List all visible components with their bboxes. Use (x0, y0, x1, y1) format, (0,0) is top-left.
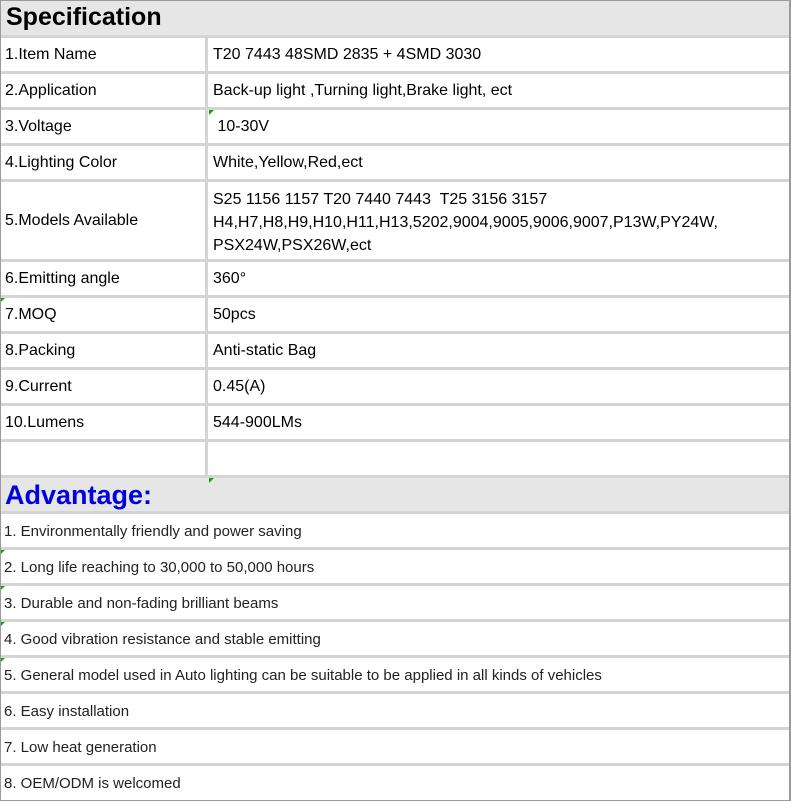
spec-row-emitting-angle (0, 262, 791, 298)
advantage-item (0, 550, 791, 586)
advantage-item (0, 622, 791, 658)
spec-value: Anti-static Bag (213, 342, 317, 359)
spec-key: 6.Emitting angle (5, 270, 120, 287)
advantage-text: 1. Environmentally friendly and power saving (4, 523, 302, 540)
spec-value: 50pcs (213, 306, 256, 323)
spec-row-voltage (0, 110, 791, 146)
spec-key: 2.Application (5, 82, 97, 99)
spec-value-line: PSX24W,PSX26W,ect (213, 237, 372, 254)
comment-marker-icon (0, 298, 5, 303)
spec-key: 10.Lumens (5, 414, 85, 431)
spec-value-line: H4,H7,H8,H9,H10,H11,H13,5202,9004,9005,9006,9007,P13W,PY24W, (213, 214, 718, 231)
advantage-item (0, 694, 791, 730)
spec-key: 9.Current (5, 378, 72, 395)
spec-row-application (0, 74, 791, 110)
spec-value: 10-30V (213, 118, 270, 135)
spec-row-item-name (0, 38, 791, 74)
advantage-text: 3. Durable and non-fading brilliant beams (4, 595, 279, 612)
spec-title: Specification (6, 3, 162, 31)
spec-row-empty (0, 442, 791, 478)
spec-key: 8.Packing (5, 342, 76, 359)
spec-header-row (0, 0, 791, 38)
advantage-item (0, 514, 791, 550)
comment-marker-icon (209, 110, 214, 115)
advantage-text: 4. Good vibration resistance and stable emitting (4, 631, 321, 648)
spec-value: T20 7443 48SMD 2835 + 4SMD 3030 (213, 46, 482, 63)
spec-key: 5.Models Available (5, 212, 139, 229)
spec-key: 1.Item Name (5, 46, 97, 63)
spec-key: 4.Lighting Color (5, 154, 118, 171)
comment-marker-icon (0, 658, 5, 663)
spec-value: Back-up light ,Turning light,Brake light, ect (213, 82, 513, 99)
advantage-text: 8. OEM/ODM is welcomed (4, 775, 181, 792)
spec-key: 3.Voltage (5, 118, 72, 135)
spec-value: 0.45(A) (213, 378, 266, 395)
comment-marker-icon (209, 478, 214, 483)
spec-row-packing (0, 334, 791, 370)
advantage-text: 2. Long life reaching to 30,000 to 50,000 hours (4, 559, 315, 576)
comment-marker-icon (0, 586, 5, 591)
comment-marker-icon (0, 622, 5, 627)
spec-row-models-available (0, 182, 791, 262)
spec-row-lumens (0, 406, 791, 442)
spec-row-current (0, 370, 791, 406)
advantage-item (0, 730, 791, 766)
comment-marker-icon (0, 550, 5, 555)
spec-row-moq (0, 298, 791, 334)
spec-value: 544-900LMs (213, 414, 302, 431)
spec-value-multiline (213, 188, 718, 257)
spec-row-lighting-color (0, 146, 791, 182)
advantage-title: Advantage: (5, 480, 153, 510)
spec-value: 360° (213, 270, 247, 287)
advantage-text: 7. Low heat generation (4, 739, 157, 756)
advantage-header-row (0, 478, 791, 514)
spec-value: White,Yellow,Red,ect (213, 154, 363, 171)
advantage-item (0, 658, 791, 694)
spec-value-line: S25 1156 1157 T20 7440 7443 T25 3156 3157 (213, 191, 548, 208)
spec-key: 7.MOQ (5, 306, 57, 323)
advantage-text: 5. General model used in Auto lighting can be suitable to be applied in all kinds of vehicles (4, 667, 602, 684)
advantage-item (0, 766, 791, 801)
spec-key-cell (0, 442, 208, 475)
advantage-text: 6. Easy installation (4, 703, 130, 720)
advantage-item (0, 586, 791, 622)
